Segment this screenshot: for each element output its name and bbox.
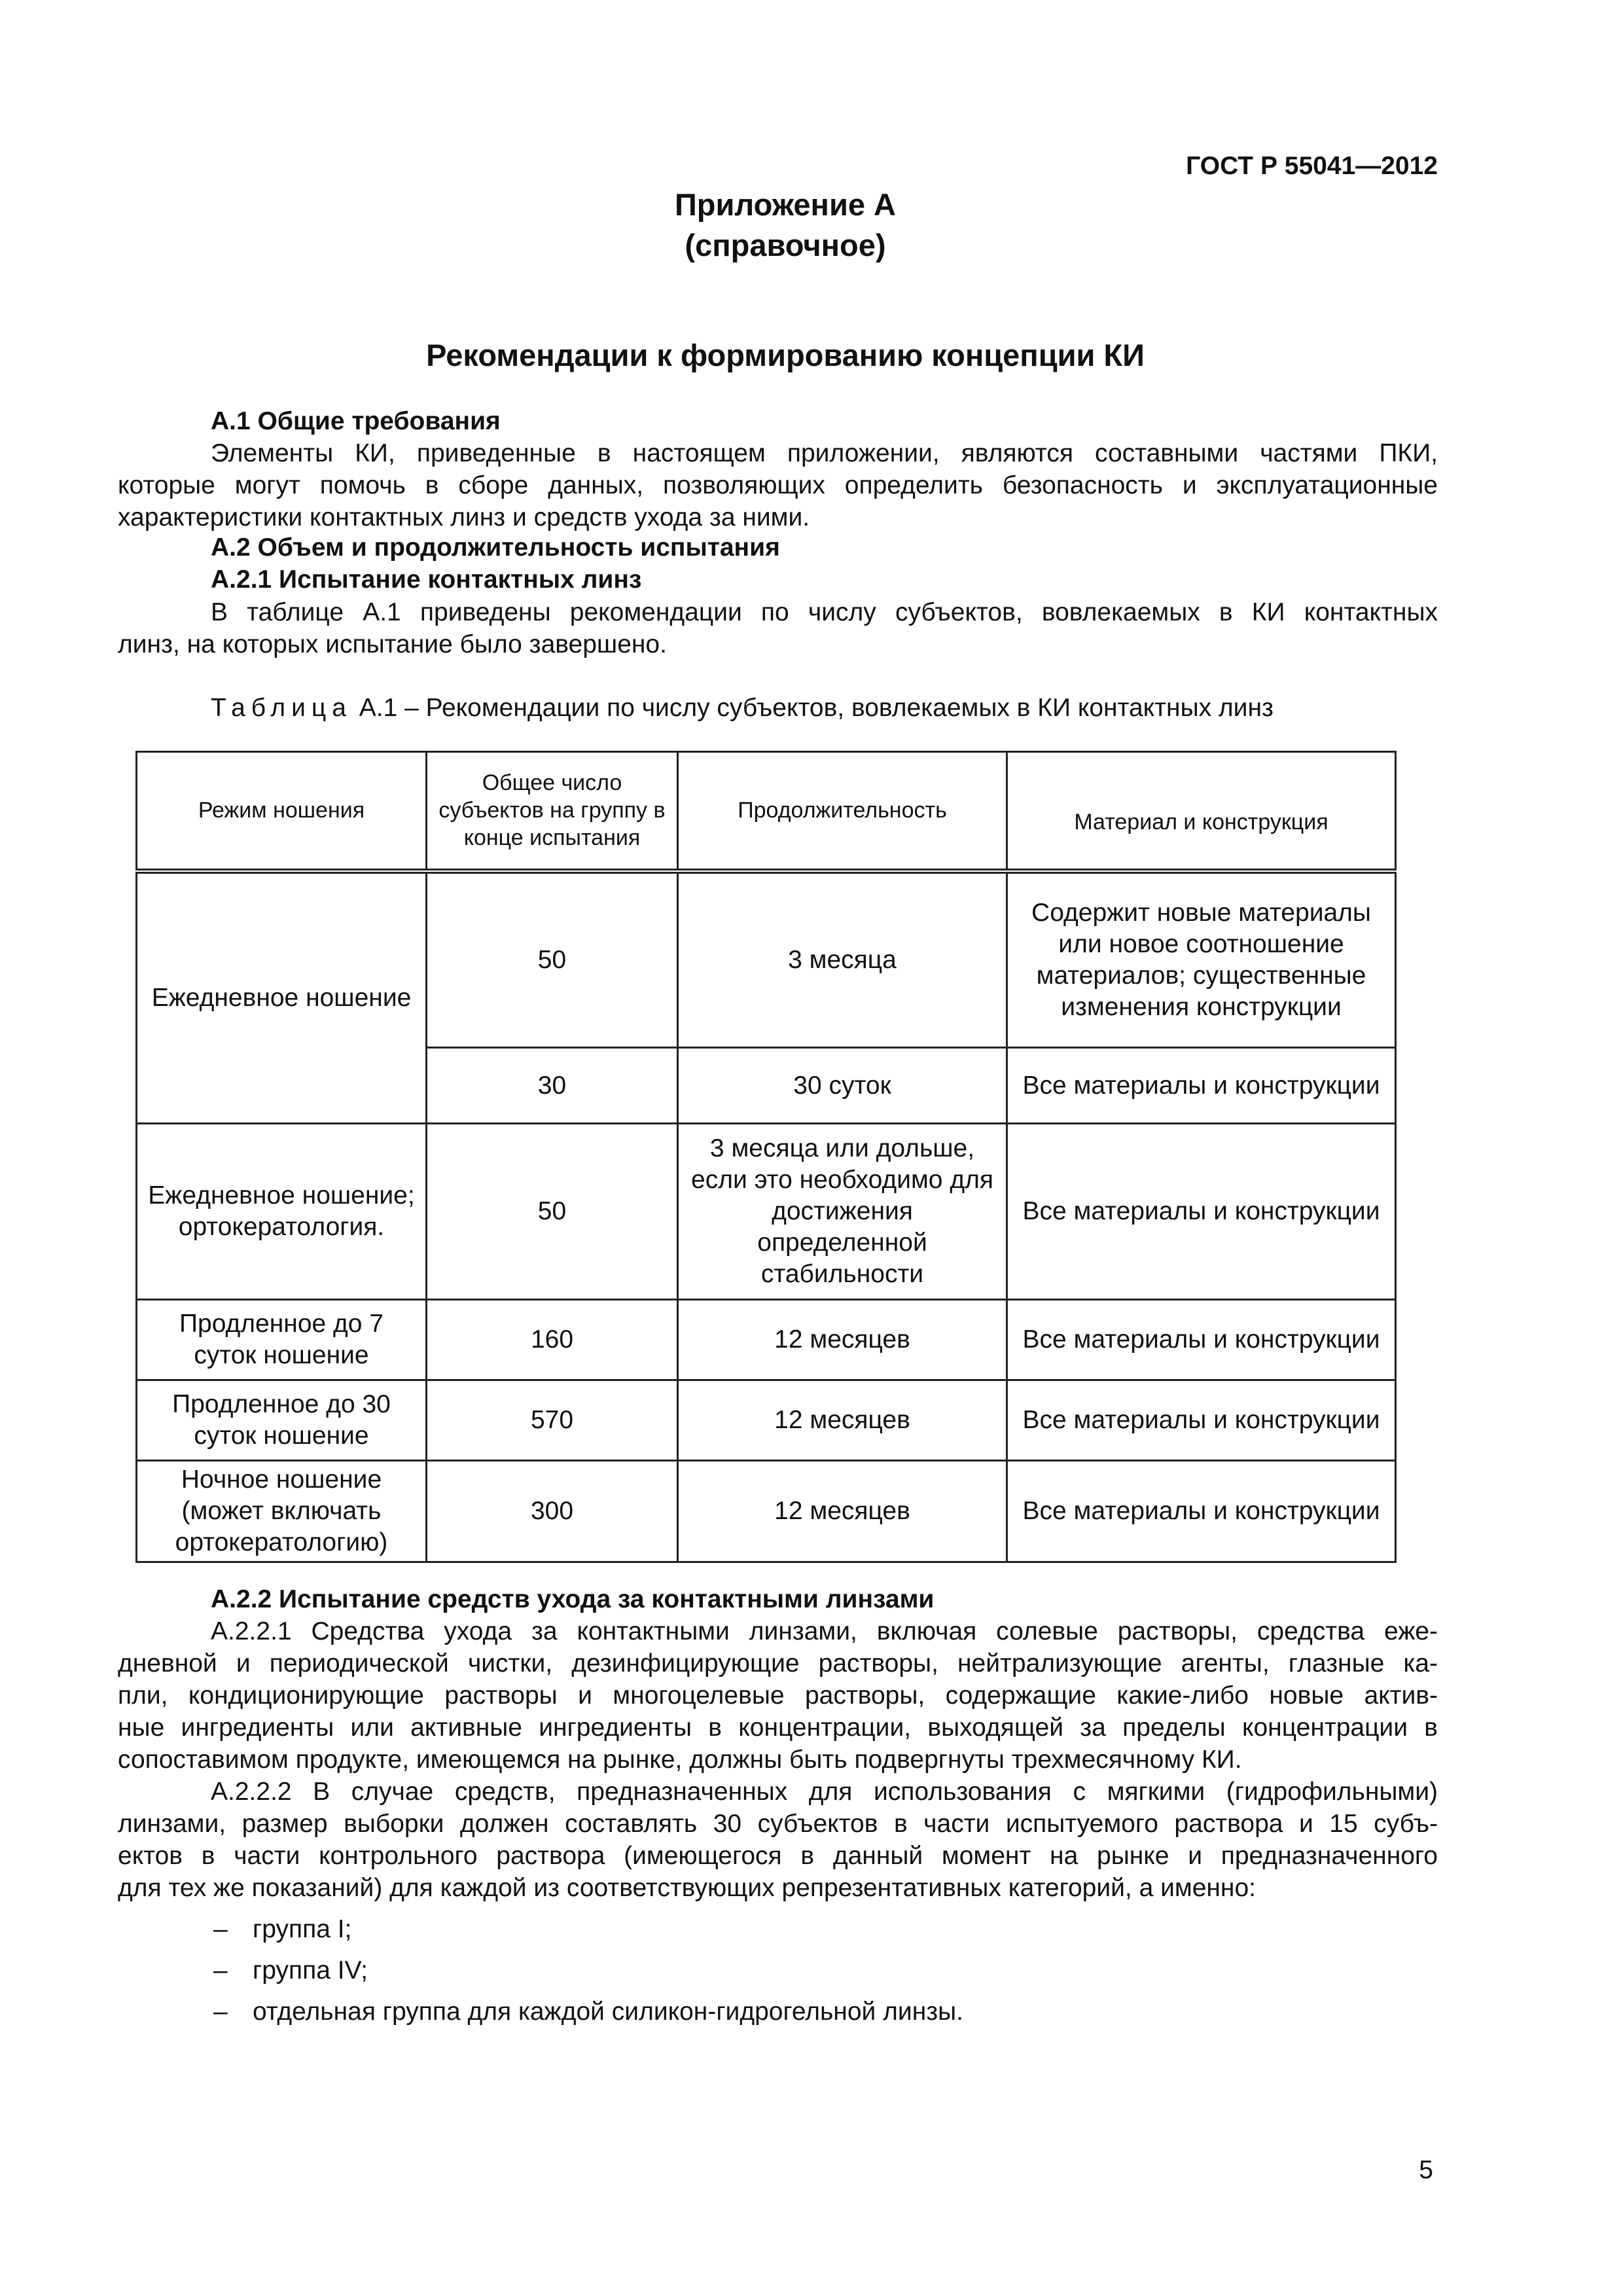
appendix-title: Приложение А [675, 187, 896, 222]
dash-icon: – [213, 1998, 228, 2026]
table-row [137, 1461, 1396, 1562]
list-item-text: группа I; [253, 1915, 352, 1943]
section-a22-heading: А.2.2 Испытание средств ухода за контактными линзами [211, 1585, 935, 1613]
dash-icon: – [213, 1915, 228, 1943]
cell-mode: Продленное до 7 суток ношение [137, 1300, 427, 1380]
paragraph-line: ектов в части контрольного раствора (имеющегося в данный момент на рынке и предназначенного [118, 1842, 1438, 1870]
cell-count: 50 [427, 871, 678, 1048]
cell-mode: Ночное ношение (может включать ортокератологию) [137, 1461, 427, 1562]
list-item-text: отдельная группа для каждой силикон-гидрогельной линзы. [253, 1998, 963, 2026]
paragraph-line: сопоставимом продукте, имеющемся на рынке, должны быть подвергнуты трехмесячному КИ. [118, 1746, 1242, 1774]
header-cell-count: Общее число субъектов на группу в конце испытания [427, 752, 678, 871]
header-cell-mode: Режим ношения [137, 752, 427, 871]
cell-material: Все материалы и конструкции [1007, 1461, 1396, 1562]
paragraph-line: ные ингредиенты или активные ингредиенты в концентрации, выходящей за пределы концентрации в [118, 1713, 1438, 1742]
section-a2-heading: А.2 Объем и продолжительность испытания [211, 533, 780, 562]
table-row [137, 871, 1396, 1048]
table-caption-label: Таблица [211, 694, 352, 722]
section-a1-heading: А.1 Общие требования [211, 407, 501, 435]
list-item [213, 1913, 351, 1945]
cell-count: 570 [427, 1380, 678, 1461]
cell-mode: Ежедневное ношение [137, 871, 427, 1124]
cell-duration: 3 месяца [678, 871, 1007, 1048]
paragraph-line: Элементы КИ, приведенные в настоящем приложении, являются составными частями ПКИ, [211, 439, 1438, 467]
cell-mode: Продленное до 30 суток ношение [137, 1380, 427, 1461]
paragraph-line: А.2.2.1 Средства ухода за контактными линзами, включая солевые растворы, средства еже- [211, 1617, 1438, 1645]
cell-count: 30 [427, 1048, 678, 1124]
paragraph-line: А.2.2.2 В случае средств, предназначенных для использования с мягкими (гидрофильными) [211, 1778, 1438, 1806]
cell-duration: 12 месяцев [678, 1380, 1007, 1461]
paragraph-line: линзами, размер выборки должен составлять 30 субъектов в части испытуемого раствора и 15 субъ- [118, 1810, 1438, 1838]
cell-material: Все материалы и конструкции [1007, 1124, 1396, 1300]
list-item [213, 1996, 963, 2028]
table-header-row [137, 752, 1396, 871]
cell-duration: 30 суток [678, 1048, 1007, 1124]
table-row [137, 1300, 1396, 1380]
paragraph-line: характеристики контактных линз и средств ухода за ними. [118, 503, 810, 531]
cell-duration: 12 месяцев [678, 1461, 1007, 1562]
paragraph-line: которые могут помочь в сборе данных, позволяющих определить безопасность и эксплуатационные [118, 471, 1438, 499]
dash-icon: – [213, 1956, 228, 1984]
cell-material: Все материалы и конструкции [1007, 1300, 1396, 1380]
list-item [213, 1954, 368, 1986]
cell-duration: 12 месяцев [678, 1300, 1007, 1380]
list-item-text: группа IV; [253, 1956, 368, 1984]
table-row [137, 1380, 1396, 1461]
cell-count: 300 [427, 1461, 678, 1562]
paragraph-line: дневной и периодической чистки, дезинфицирующие растворы, нейтрализующие агенты, глазные ка- [118, 1649, 1438, 1677]
paragraph-line: линз, на которых испытание было завершено. [118, 630, 667, 658]
recommendations-table [135, 751, 1397, 1563]
cell-count: 160 [427, 1300, 678, 1380]
cell-duration: 3 месяца или дольше, если это необходимо для достижения определенной стабильности [678, 1124, 1007, 1300]
cell-count: 50 [427, 1124, 678, 1300]
cell-material: Все материалы и конструкции [1007, 1380, 1396, 1461]
paragraph-line: для тех же показаний) для каждой из соответствующих репрезентативных категорий, а именно: [118, 1874, 1256, 1902]
paragraph-line: В таблице А.1 приведены рекомендации по числу субъектов, вовлекаемых в КИ контактных [211, 598, 1438, 626]
table-caption-text: А.1 – Рекомендации по числу субъектов, вовлекаемых в КИ контактных линз [359, 694, 1274, 722]
standard-number: ГОСТ Р 55041—2012 [1186, 152, 1438, 180]
page-title: Рекомендации к формированию концепции КИ [426, 338, 1145, 372]
page-number: 5 [1419, 2156, 1433, 2184]
table-caption [211, 694, 1274, 723]
cell-mode: Ежедневное ношение; ортокератология. [137, 1124, 427, 1300]
cell-material: Все материалы и конструкции [1007, 1048, 1396, 1124]
header-cell-duration: Продолжительность [678, 752, 1007, 871]
table-row [137, 1124, 1396, 1300]
paragraph-line: пли, кондиционирующие растворы и многоцелевые растворы, содержащие какие-либо новые актив- [118, 1681, 1438, 1710]
header-cell-material: Материал и конструкция [1007, 752, 1396, 871]
section-a21-heading: А.2.1 Испытание контактных линз [211, 565, 642, 594]
cell-material: Содержит новые материалы или новое соотношение материалов; существенные изменения конструкции [1007, 871, 1396, 1048]
appendix-subtitle: (справочное) [685, 228, 886, 262]
